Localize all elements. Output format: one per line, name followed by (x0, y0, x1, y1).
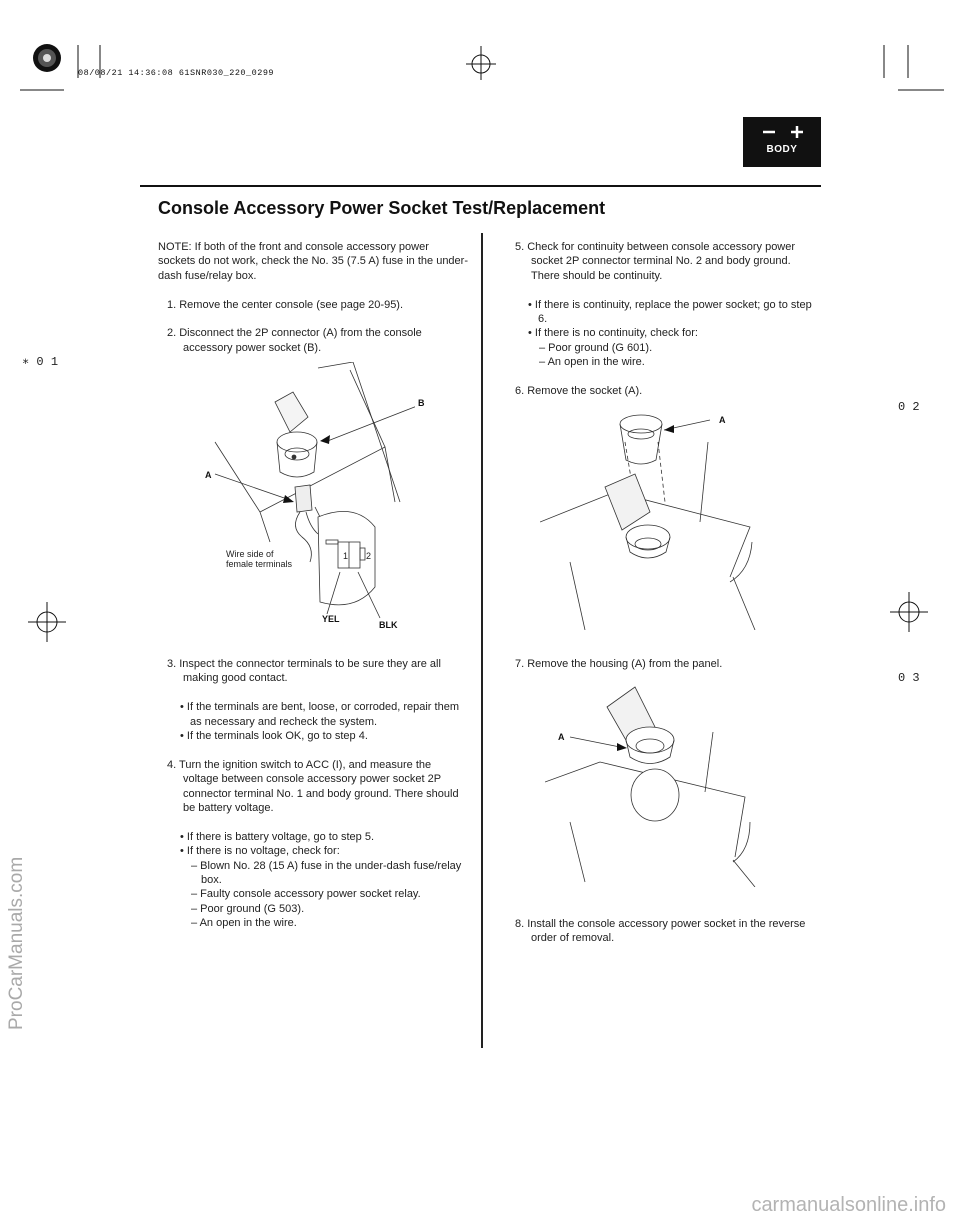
step-4: 4. Turn the ignition switch to ACC (I), and measure the voltage between console accessory power socket 2P connector terminal No. 1 and body ground. There should be battery voltage. (167, 758, 459, 815)
step-5-bullet: • If there is no continuity, check for: (528, 327, 698, 340)
battery-icon (743, 117, 821, 167)
step-5: 5. Check for continuity between console accessory power socket 2P connector terminal No. 2 and body ground. There should be continuity. (515, 241, 796, 282)
figure-housing-removal (545, 682, 765, 887)
step-4-dash: – Faulty console accessory power socket relay. (191, 888, 421, 901)
note-text: NOTE: If both of the front and console accessory power sockets do not work, check the No. 35 (7.5 A) fuse in the under-dash fuse/relay box. (158, 241, 468, 282)
yel-wire-label: YEL (322, 614, 340, 624)
step-8-block (506, 917, 816, 946)
step-5-dash: – Poor ground (G 601). (539, 341, 653, 354)
wire-side-label-2: female terminals (226, 559, 293, 569)
side-mark-01: ∗ 0 1 (22, 355, 59, 369)
step-3-bullet: • If the terminals are bent, loose, or corroded, repair them as necessary and recheck the system. (180, 701, 459, 728)
wire-side-label-1: Wire side of (226, 549, 274, 559)
print-stamp: 08/08/21 14:36:08 61SNR030_220_0299 (78, 68, 275, 78)
footer-site: carmanualsonline.info (751, 1194, 946, 1216)
callout-a-housing: A (558, 732, 565, 742)
title-rule (140, 185, 821, 187)
step-1: 1. Remove the center console (see page 20-95). (167, 298, 404, 311)
watermark: ProCarManuals.com (6, 856, 27, 1030)
step-2: 2. Disconnect the 2P connector (A) from the console accessory power socket (B). (167, 327, 422, 354)
step-3: 3. Inspect the connector terminals to be sure they are all making good contact. (167, 658, 441, 685)
step-4-dash: – An open in the wire. (191, 917, 297, 930)
step-4-dash: – Blown No. 28 (15 A) fuse in the under-dash fuse/relay box. (191, 859, 462, 887)
step-7-block (506, 657, 816, 671)
step-7: 7. Remove the housing (A) from the panel. (515, 658, 723, 670)
badge-label: BODY (766, 144, 798, 155)
terminal-2-label: 2 (366, 551, 372, 561)
column-divider (481, 233, 483, 1048)
page-title: Console Accessory Power Socket Test/Replacement (158, 198, 606, 218)
callout-b: B (418, 398, 425, 408)
side-mark-02: 0 2 (898, 400, 920, 414)
left-column-top (158, 240, 468, 355)
side-mark-03: 0 3 (898, 671, 920, 685)
step-5-bullet: • If there is continuity, replace the power socket; go to step 6. (528, 298, 812, 326)
step-4-bullet: • If there is battery voltage, go to step 5. (180, 830, 375, 843)
step-6: 6. Remove the socket (A). (515, 385, 643, 398)
callout-a: A (205, 470, 212, 480)
body-section-badge (743, 117, 821, 167)
figure-connector-diagram (190, 362, 415, 642)
step-4-bullet: • If there is no voltage, check for: (180, 845, 340, 858)
terminal-1-label: 1 (343, 551, 349, 561)
step-8: 8. Install the console accessory power socket in the reverse order of removal. (515, 918, 806, 945)
right-column-top (506, 240, 816, 398)
step-3-bullet: • If the terminals look OK, go to step 4. (180, 730, 368, 743)
figure-socket-removal (540, 382, 770, 630)
left-column-bottom (158, 657, 468, 931)
step-4-dash: – Poor ground (G 503). (191, 902, 305, 915)
callout-a-socket: A (719, 415, 726, 425)
step-5-dash: – An open in the wire. (539, 356, 645, 369)
blk-wire-label: BLK (379, 620, 398, 630)
